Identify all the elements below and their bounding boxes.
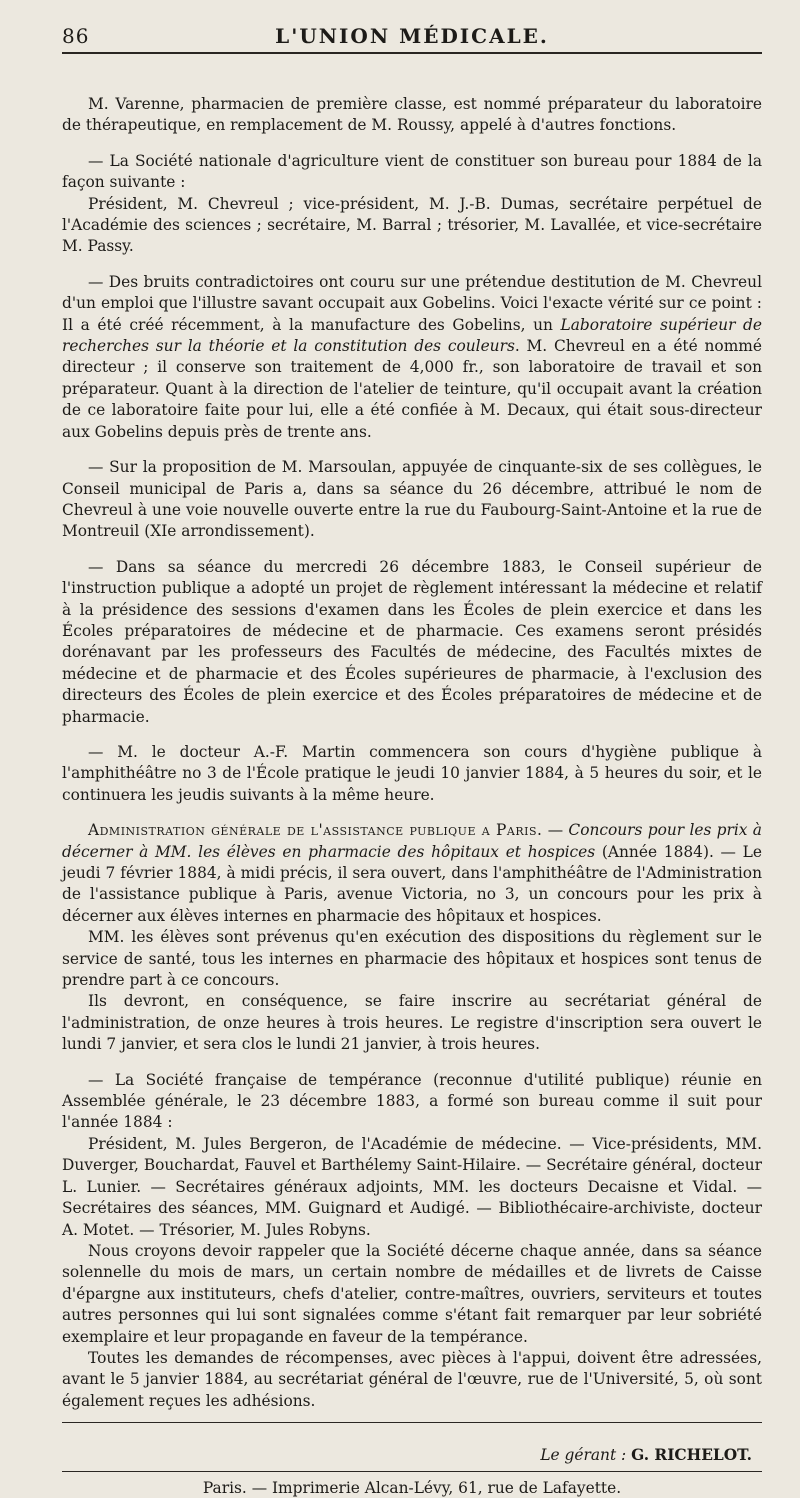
paragraph: — Sur la proposition de M. Marsoulan, appuyée de cinquante-six de ses collègues, le Conseil municipal de Paris a, dans sa séance du 26 décembre, attribué le nom de Chevreul à une voie nouvelle ouverte entre la rue du Faubourg-Saint-Antoine et la rue de Montreuil (XIe arrondissement). xyxy=(62,458,762,541)
paragraph: Toutes les demandes de récompenses, avec pièces à l'appui, doivent être adressées, avant le 5 janvier 1884, au secrétariat général de l'œuvre, rue de l'Université, 5, où sont également reçues les adhésions. xyxy=(62,1348,762,1410)
running-title: L'UNION MÉDICALE. xyxy=(275,24,549,48)
paragraph-segment: (Année 1884). — Le jeudi 7 février 1884, à midi précis, il sera ouvert, dans l'amphithéâtre de l'Administration de l'assistance publique à Paris, avenue Victoria, no 3, un concours pour les prix à décerner aux élèves internes en pharmacie des hôpitaux et hospices. xyxy=(62,842,762,925)
article-body xyxy=(62,94,762,1412)
paragraph: Président, M. Chevreul ; vice-président, M. J.-B. Dumas, secrétaire perpétuel de l'Académie des sciences ; secrétaire, M. Barral ; trésorier, M. Lavallée, et vice-secrétaire M. Passy. xyxy=(62,194,762,256)
paragraph-segment: Administration générale de l'assistance publique a Paris. xyxy=(88,821,543,840)
footer-rule xyxy=(62,1422,762,1423)
paragraph: Ils devront, en conséquence, se faire inscrire au secrétariat général de l'administration, de onze heures à trois heures. Le registre d'inscription sera ouvert le lundi 7 janvier, et sera clos le lundi 21 janvier, à trois heures. xyxy=(62,992,762,1054)
paragraph-segment: Concours pour les prix à décerner à MM. les élèves en pharmacie des hôpitaux et hospices xyxy=(62,821,762,861)
paragraph xyxy=(62,272,762,443)
signature-name: G. RICHELOT. xyxy=(631,1446,752,1465)
paragraph: M. Varenne, pharmacien de première classe, est nommé préparateur du laboratoire de thérapeutique, en remplacement de M. Roussy, appelé à d'autres fonctions. xyxy=(62,95,762,135)
page-number: 86 xyxy=(62,24,90,48)
paragraph-segment: . M. Chevreul en a été nommé directeur ; il conserve son traitement de 4,000 fr., son laboratoire de travail et son préparateur. Quant à la direction de l'atelier de teinture, qu'il occupait avant la création de ce laboratoire faite pour lui, elle a été confiée à M. Decaux, qui était sous-directeur aux Gobelins depuis près de trente ans. xyxy=(62,337,762,441)
paragraph-segment: — Des bruits contradictoires ont couru sur une prétendue destitution de M. Chevreul d'un emploi que l'illustre savant occupait aux Gobelins. Voici l'exacte vérité sur ce point : Il a été créé récemment, à la manufacture des Gobelins, un xyxy=(62,272,762,334)
paragraph: Nous croyons devoir rappeler que la Société décerne chaque année, dans sa séance solennelle du mois de mars, un certain nombre de médailles et de livrets de Caisse d'épargne aux instituteurs, chefs d'atelier, contre-maîtres, ouvriers, serviteurs et toutes autres personnes qui lui sont signalées comme s'étant fait remarquer par leur sobriété exemplaire et leur propagande en faveur de la tempérance. xyxy=(62,1241,762,1346)
signature-label: Le gérant : xyxy=(540,1446,627,1465)
signature xyxy=(62,1445,752,1465)
paragraph: — La Société nationale d'agriculture vient de constituer son bureau pour 1884 de la façon suivante : xyxy=(62,151,762,192)
imprint-rule xyxy=(62,1471,762,1472)
paragraph: MM. les élèves sont prévenus qu'en exécution des dispositions du règlement sur le service de santé, tous les internes en pharmacie des hôpitaux et hospices sont tenus de prendre part à ce concours. xyxy=(62,928,762,990)
paragraph: Président, M. Jules Bergeron, de l'Académie de médecine. — Vice-présidents, MM. Duverger, Bouchardat, Fauvel et Barthélemy Saint-Hilaire. — Secrétaire général, docteur L. Lunier. — Secrétaires généraux adjoints, MM. les docteurs Decaisne et Vidal. — Secrétaires des séances, MM. Guignard et Audigé. — Bibliothécaire-archiviste, docteur A. Motet. — Trésorier, M. Jules Robyns. xyxy=(62,1134,762,1239)
paragraph: — M. le docteur A.-F. Martin commencera son cours d'hygiène publique à l'amphithéâtre no 3 de l'École pratique le jeudi 10 janvier 1884, à 5 heures du soir, et le continuera les jeudis suivants à la même heure. xyxy=(62,742,762,804)
paragraph: — La Société française de tempérance (reconnue d'utilité publique) réunie en Assemblée générale, le 23 décembre 1883, a formé son bureau comme il suit pour l'année 1884 : xyxy=(62,1070,762,1132)
page-header xyxy=(62,22,762,54)
paragraph-segment: — xyxy=(542,821,569,840)
paragraph-segment: Laboratoire supérieur de recherches sur la théorie et la constitution des couleurs xyxy=(62,315,762,356)
paragraph xyxy=(62,820,762,927)
imprint-line: Paris. — Imprimerie Alcan-Lévy, 61, rue de Lafayette. xyxy=(202,1479,622,1498)
paragraph: — Dans sa séance du mercredi 26 décembre 1883, le Conseil supérieur de l'instruction publique a adopté un projet de règlement intéressant la médecine et relatif à la présidence des sessions d'examen dans les Écoles de plein exercice et dans les Écoles préparatoires de médecine et de pharmacie. Ces examens seront présidés dorénavant par les professeurs des Facultés de médecine, des Facultés mixtes de médecine et de pharmacie et des Écoles supérieures de pharmacie, à l'exclusion des directeurs des Écoles de plein exercice et des Écoles préparatoires de médecine et de pharmacie. xyxy=(62,557,762,726)
